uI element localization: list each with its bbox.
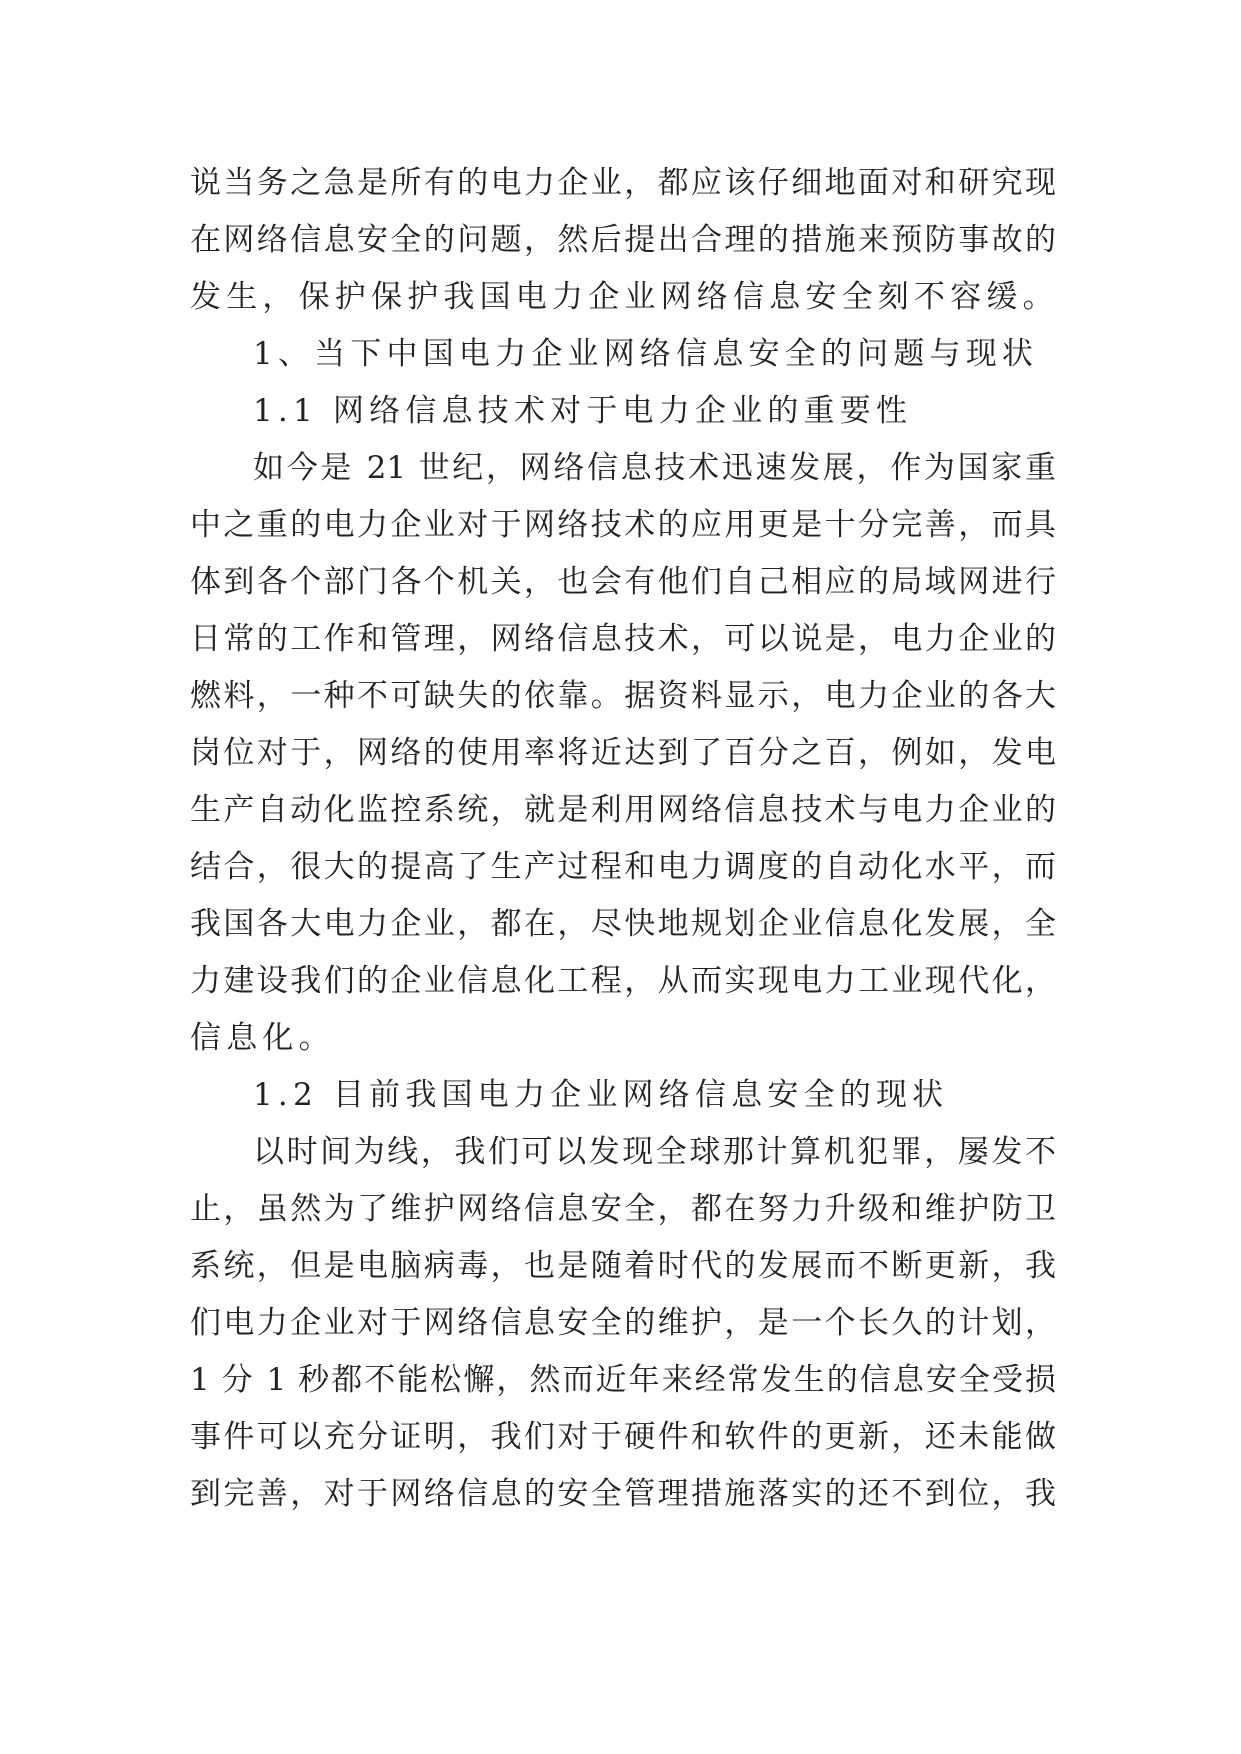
- body-text-line: 以时间为线，我们可以发现全球那计算机犯罪，屡发不: [253, 1134, 1056, 1170]
- body-text-line: 信息化。: [190, 1020, 335, 1056]
- body-text-line: 们电力企业对于网络信息安全的维护，是一个长久的计划，: [190, 1305, 1056, 1341]
- body-text-line: 1 分 1 秒都不能松懈，然而近年来经常发生的信息安全受损: [190, 1362, 1056, 1398]
- body-text-line: 燃料，一种不可缺失的依靠。据资料显示，电力企业的各大: [190, 678, 1056, 714]
- body-text-line: 力建设我们的企业信息化工程，从而实现电力工业现代化，: [190, 963, 1056, 999]
- body-text-line: 体到各个部门各个机关，也会有他们自己相应的局域网进行: [190, 564, 1056, 600]
- body-text-line: 事件可以充分证明，我们对于硬件和软件的更新，还未能做: [190, 1419, 1056, 1455]
- body-text-line: 发生，保护保护我国电力企业网络信息安全刻不容缓。: [190, 279, 1059, 315]
- body-text-line: 我国各大电力企业，都在，尽快地规划企业信息化发展，全: [190, 906, 1056, 942]
- subsection-heading: 1.2 目前我国电力企业网络信息安全的现状: [253, 1077, 949, 1113]
- body-text-line: 到完善，对于网络信息的安全管理措施落实的还不到位，我: [190, 1476, 1056, 1512]
- body-text-line: 生产自动化监控系统，就是利用网络信息技术与电力企业的: [190, 792, 1056, 828]
- subsection-heading: 1.1 网络信息技术对于电力企业的重要性: [253, 393, 913, 429]
- body-text-line: 系统，但是电脑病毒，也是随着时代的发展而不断更新，我: [190, 1248, 1056, 1284]
- body-text-line: 结合，很大的提高了生产过程和电力调度的自动化水平，而: [190, 849, 1056, 885]
- body-text-line: 在网络信息安全的问题，然后提出合理的措施来预防事故的: [190, 222, 1056, 258]
- body-text-line: 如今是 21 世纪，网络信息技术迅速发展，作为国家重: [253, 450, 1056, 486]
- section-heading: 1、当下中国电力企业网络信息安全的问题与现状: [253, 336, 1039, 372]
- body-text-line: 岗位对于，网络的使用率将近达到了百分之百，例如，发电: [190, 735, 1056, 771]
- body-text-line: 中之重的电力企业对于网络技术的应用更是十分完善，而具: [190, 507, 1056, 543]
- body-text-line: 止，虽然为了维护网络信息安全，都在努力升级和维护防卫: [190, 1191, 1056, 1227]
- body-text-line: 说当务之急是所有的电力企业，都应该仔细地面对和研究现: [190, 165, 1056, 201]
- body-text-line: 日常的工作和管理，网络信息技术，可以说是，电力企业的: [190, 621, 1056, 657]
